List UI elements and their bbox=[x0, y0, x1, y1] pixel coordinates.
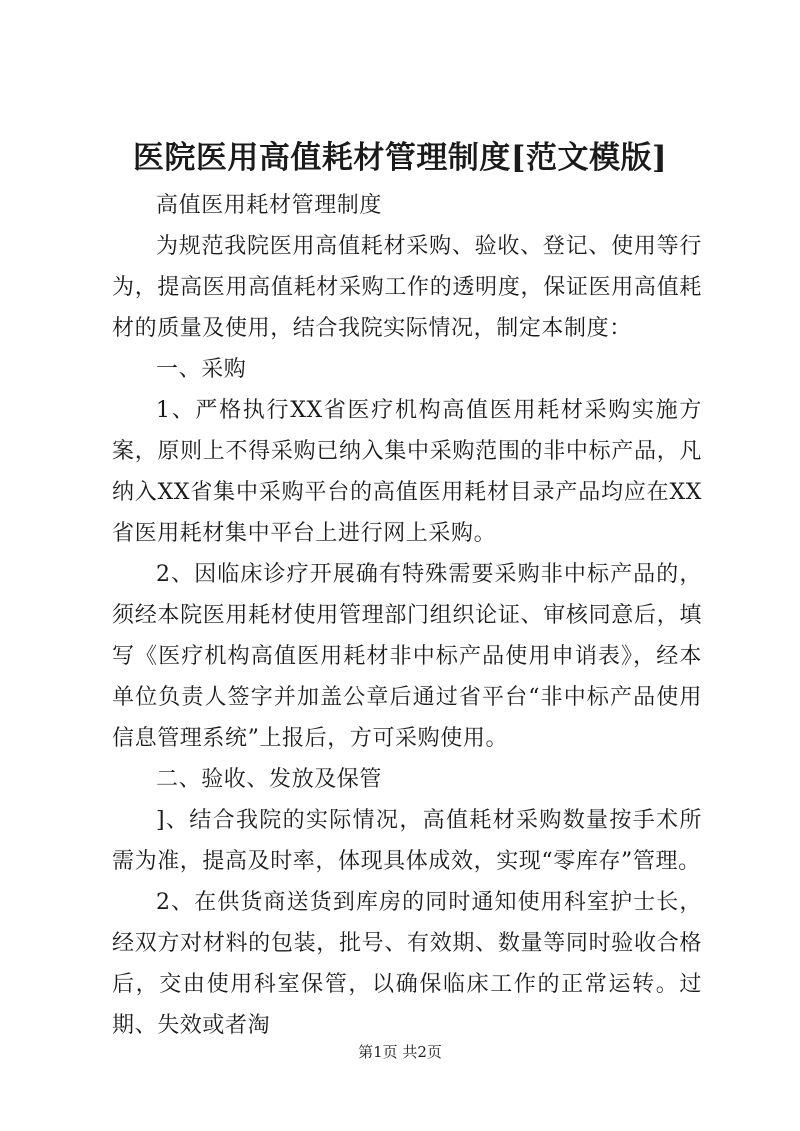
document-body bbox=[112, 185, 702, 1046]
procurement-item-2: 2、因临床诊疗开展确有特殊需要采购非中标产品的，须经本院医用耗材使用管理部门组织论证、审核同意后，填写《医疗机构高值医用耗材非中标产品使用申诮表》，经本单位负责人签字并加盖公章后通过省平台“非中标产品使用信息管理系统”上报后，方可采购使用。 bbox=[112, 562, 702, 751]
document-title: 医院医用高值耗材管理制度[范文模版] bbox=[132, 140, 668, 176]
acceptance-item-2: 2、在供货商送货到库房的同时通知使用科室护士长，经双方对材料的包装，批号、有效期、数量等同时验收合格后，交由使用科室保管，以确保临床工作的正常运转。过期、失效或者淘 bbox=[112, 890, 702, 1038]
procurement-item-1: 1、严格执行XX省医疗机构高值医用耗材采购实施方案，原则上不得采购已纳入集中采购范围的非中标产品，凡纳入XX省集中采购平台的高值医用耗材目录产品均应在XX省医用耗材集中平台上进行网上采购。 bbox=[112, 398, 702, 546]
acceptance-item-1: ]、结合我院的实际情况，高值耗材采购数量按手术所需为准，提高及时率，体现具体成效，实现“零库存”管理。 bbox=[112, 808, 702, 874]
section-heading-procurement: 一、采购 bbox=[156, 357, 247, 382]
subtitle-paragraph: 高值医用耗材管理制度 bbox=[156, 193, 383, 218]
page-footer: 第1页 共2页 bbox=[358, 1043, 442, 1061]
intro-paragraph: 为规范我院医用高值耗材采购、验收、登记、使用等行为，提高医用高值耗材采购工作的透明度，保证医用高值耗材的质量及使用，结合我院实际情况，制定本制度： bbox=[112, 234, 702, 341]
section-heading-acceptance: 二、验收、发放及保管 bbox=[156, 767, 383, 792]
